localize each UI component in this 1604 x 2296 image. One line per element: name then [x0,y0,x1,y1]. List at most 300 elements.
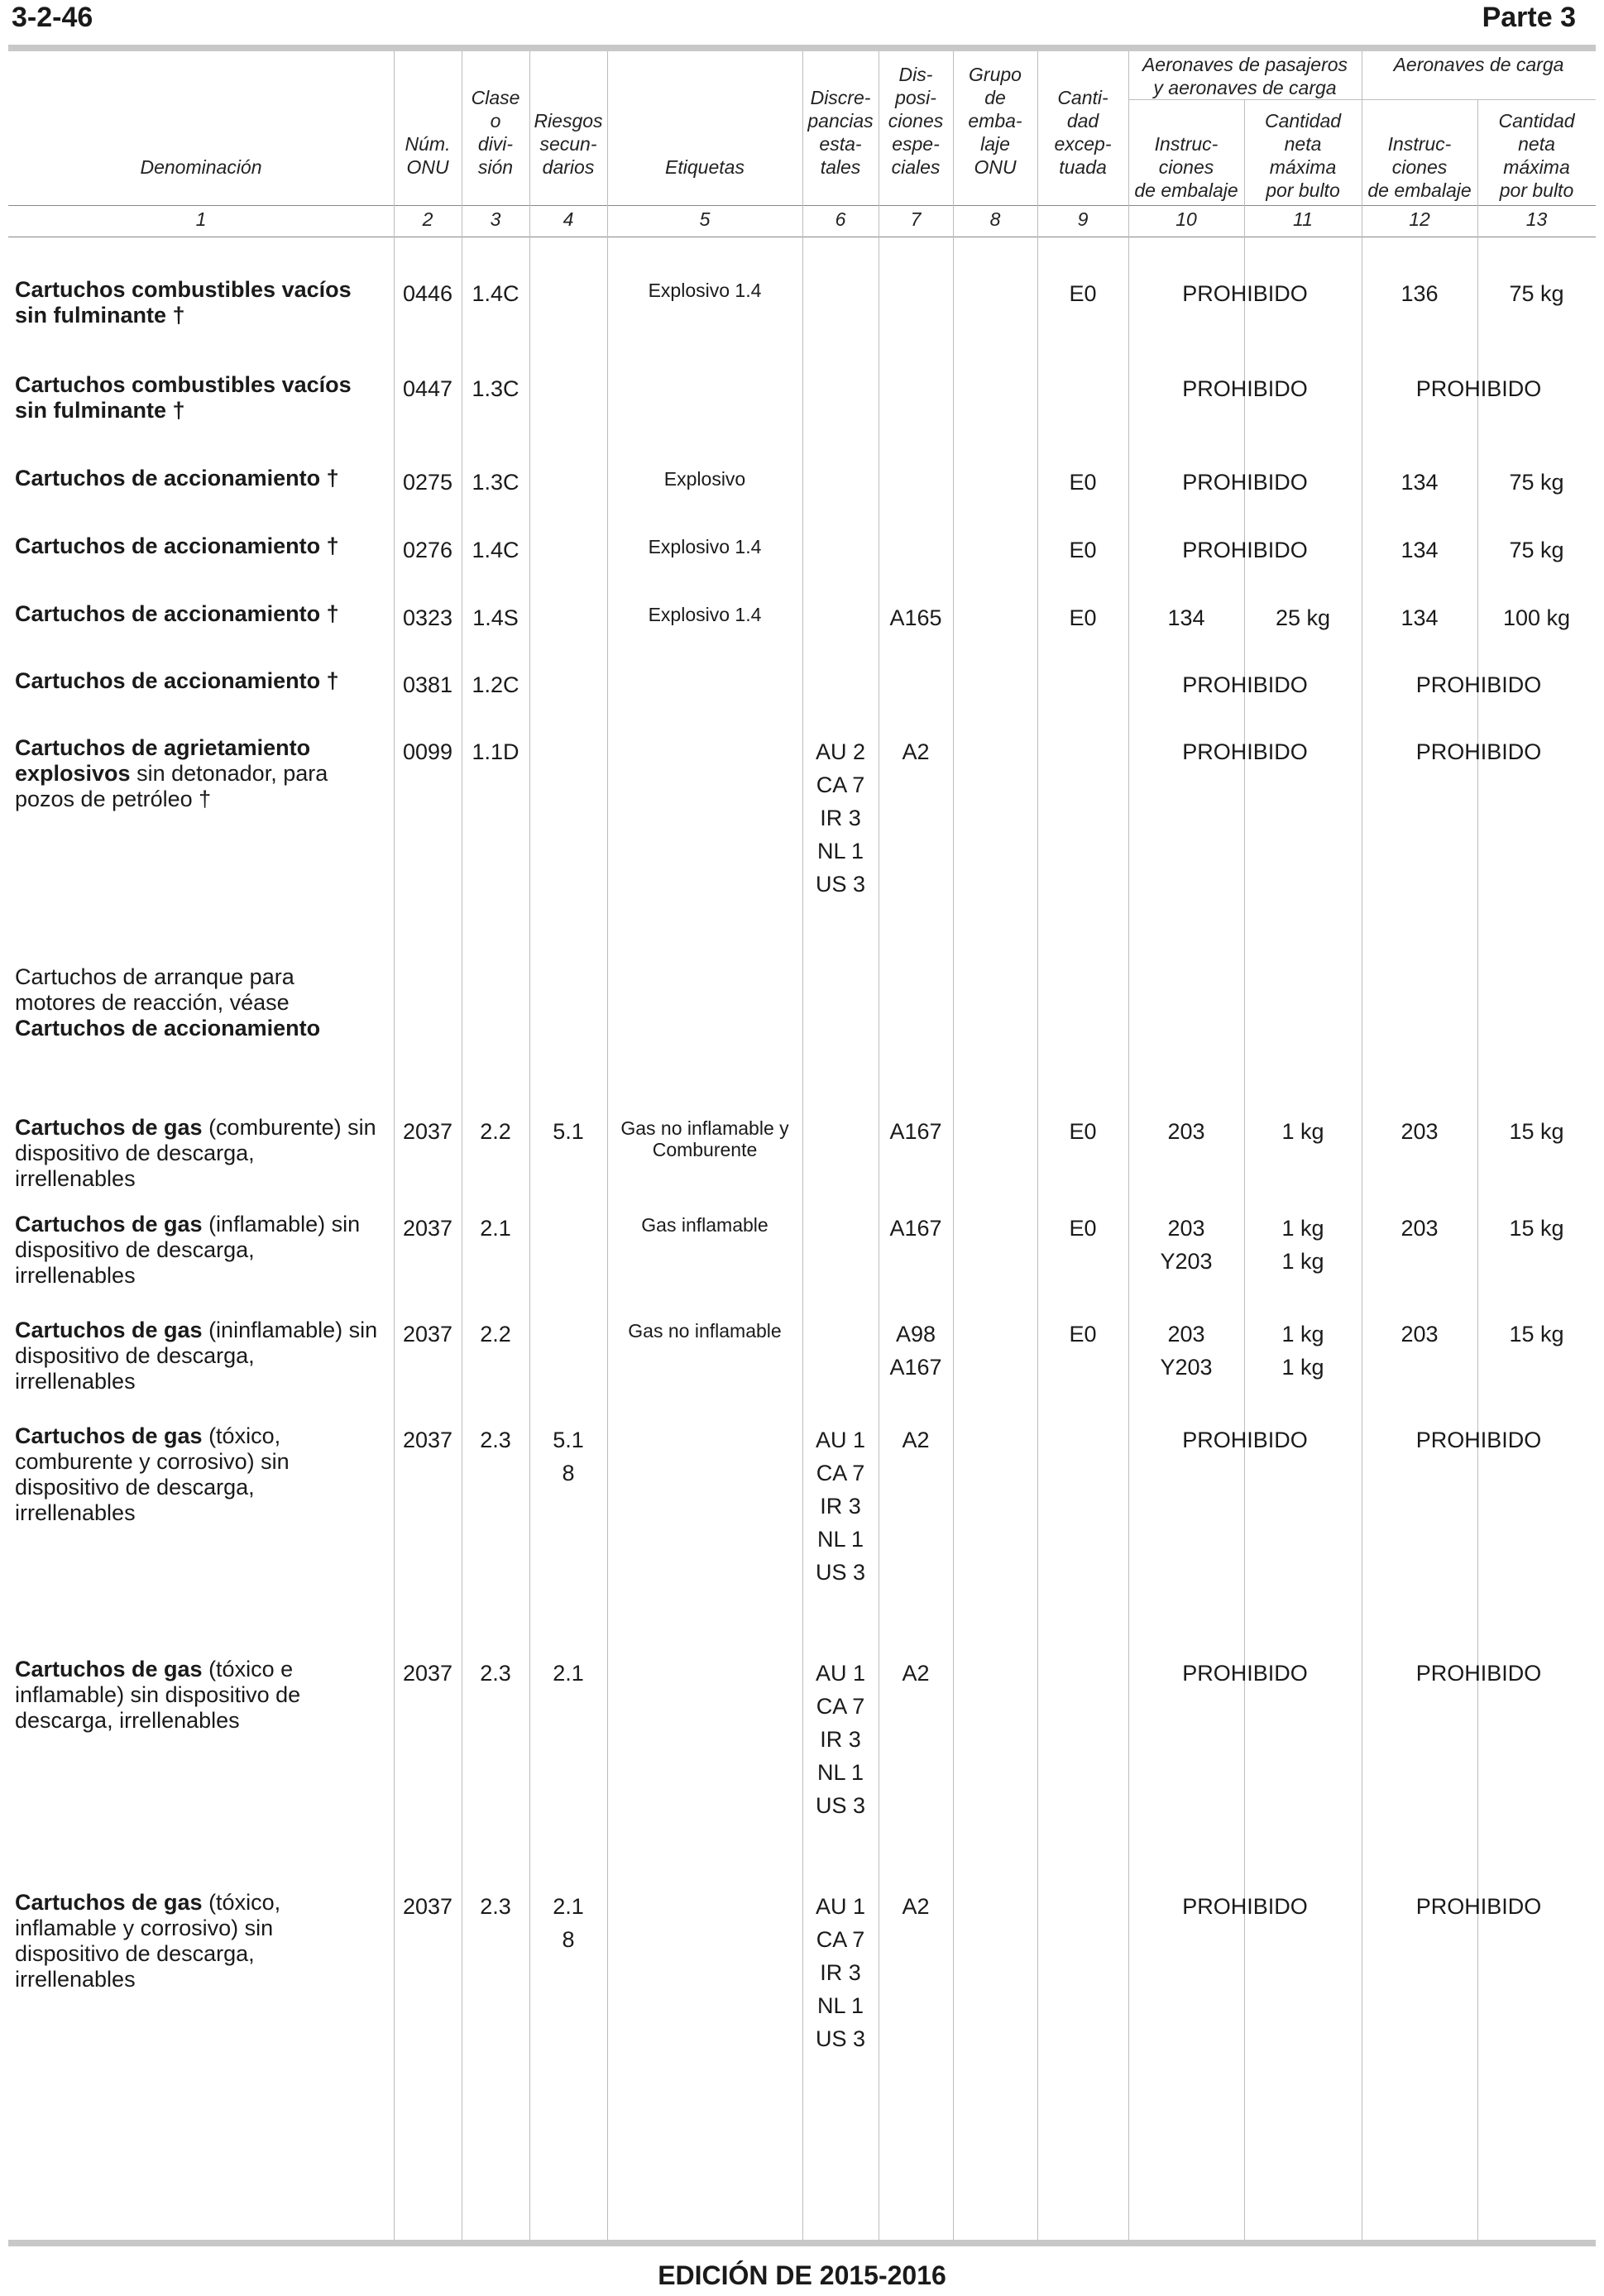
description-line [15,1212,391,1237]
description-bold: Cartuchos de accionamiento † [15,533,339,558]
cell-cant-exc: E0 [1069,538,1097,562]
description-bold: Cartuchos de gas [15,1212,203,1236]
header-discrepancias-line: Discre- [810,87,871,108]
cell-carga-instr [1362,735,1596,768]
header-riesgos [529,109,607,179]
cell-clase: 2.3 [480,1428,511,1452]
description-bold: Cartuchos de accionamiento † [15,601,339,626]
description-line [15,601,391,627]
cell-carga-instr [1362,1890,1596,1923]
cell-value: Explosivo [663,468,746,490]
cell-cant-exc: E0 [1069,1119,1097,1144]
cell-clase: 1.4C [472,538,520,562]
header-num-onu-line: Núm. [405,133,451,155]
cell-value: PROHIBIDO [1182,281,1308,306]
description-normal: (inflamable) sin [202,1212,361,1236]
cell-onu: 0276 [402,538,453,562]
cell-value: 8 [562,1927,575,1952]
cell-value: AU 2 [815,739,866,764]
description-bold: explosivos [15,761,131,786]
cell-value: PROHIBIDO [1415,1661,1542,1686]
part-label: Parte 3 [1482,2,1576,33]
header-carga-instrucciones-line: Instruc- [1387,133,1452,155]
cell-value: 75 kg [1509,538,1564,562]
cell-carga-instr [1362,668,1596,701]
cell-cant-exc: E0 [1069,605,1097,630]
header-carga-group [1362,53,1596,76]
cell-value: PROHIBIDO [1415,1894,1542,1919]
cell-pas-instr [1128,277,1362,310]
description-bold: Cartuchos de gas [15,1115,203,1140]
header-carga-cantidad-line: máxima [1503,156,1570,178]
header-pas-instrucciones-line: ciones [1158,156,1214,178]
cell-etiquetas [607,277,802,301]
cell-pas-instr [1128,1318,1244,1384]
description-line [15,761,391,787]
cell-value: Explosivo 1.4 [648,280,762,301]
cell-clase: 2.1 [480,1216,511,1241]
description-bold: sin fulminante † [15,398,185,423]
cell-pas-instr [1128,533,1362,567]
header-pasajeros-group-line: y aeronaves de carga [1153,77,1337,98]
header-disposiciones-line: espe- [892,133,940,155]
description-line: dispositivo de descarga, [15,1941,255,1966]
column-number: 6 [835,208,846,230]
description-line [15,1318,391,1343]
header-riesgos-line: Riesgos [534,110,603,132]
cell-carga-instr [1362,533,1477,567]
cell-pas-cant [1244,1212,1362,1278]
header-disposiciones-line: posi- [895,87,936,108]
cell-value: 100 kg [1502,605,1571,630]
header-clase-line: sión [477,156,514,178]
cell-value: 203 [1401,1322,1439,1347]
header-riesgos-line: darios [542,156,595,178]
cell-pas-instr [1128,1423,1362,1457]
cell-value: 5.1 [553,1428,584,1452]
cell-cant-exc: E0 [1069,281,1097,306]
cell-value: 203 [1167,1216,1205,1241]
cell-onu: 0447 [402,376,453,401]
cell-value: A2 [902,1894,930,1919]
cell-pas-cant [1244,1115,1362,1148]
cell-value: 2.1 [553,1661,584,1686]
cell-etiquetas [607,1212,802,1236]
cell-clase: 1.2C [472,672,520,697]
cell-value: 8 [562,1461,575,1485]
description-line [15,277,391,303]
cell-value: 15 kg [1509,1119,1564,1144]
header-grupo [953,63,1037,179]
cell-pas-instr [1128,466,1362,499]
header-discrepancias-line: tales [820,156,861,178]
header-grupo-line: de [984,87,1006,108]
cell-discrepancias [802,1657,879,1822]
description-line: irrellenables [15,1967,136,1992]
header-clase-line: o [490,110,501,132]
cell-value: 75 kg [1509,470,1564,495]
column-number: 9 [1077,208,1089,230]
header-pasajeros-group [1128,53,1362,99]
cell-disposiciones [879,1318,953,1384]
cell-value: 1 kg [1281,1119,1324,1144]
header-clase [462,86,529,179]
header-carga-cantidad-line: neta [1518,133,1555,155]
cell-value: 25 kg [1275,605,1331,630]
cell-carga-cant [1477,601,1596,634]
cell-value: Gas no inflamable [628,1320,782,1342]
column-number: 8 [989,208,1001,230]
cell-value: NL 1 [816,1993,864,2018]
cell-value: NL 1 [816,839,864,863]
cell-carga-instr [1362,1212,1477,1245]
cell-etiquetas [607,466,802,490]
cell-value: Explosivo 1.4 [648,536,762,557]
description-normal: sin detonador, para [130,761,328,786]
cell-value: 203 [1167,1322,1205,1347]
cell-pas-instr [1128,1890,1362,1923]
cell-discrepancias [802,735,879,901]
cell-value: PROHIBIDO [1182,672,1308,697]
column-number: 10 [1175,208,1197,230]
description-line: irrellenables [15,1500,136,1525]
description-normal: (comburente) sin [202,1115,376,1140]
row-description [15,1115,391,1192]
cell-clase: 2.2 [480,1322,511,1347]
description-bold: Cartuchos de accionamiento [15,1016,321,1040]
cell-carga-instr [1362,1318,1477,1351]
cell-clase: 1.3C [472,376,520,401]
header-riesgos-line: secun- [539,133,597,155]
description-bold: Cartuchos de agrietamiento [15,735,311,760]
cell-value: A167 [889,1355,942,1380]
header-etiquetas-line: Etiquetas [665,156,745,178]
cell-value: PROHIBIDO [1415,739,1542,764]
cell-value: Gas no inflamable y [620,1117,789,1139]
row-description [15,668,391,694]
cell-clase: 1.4S [472,605,519,630]
header-pas-cantidad-line: neta [1284,133,1322,155]
cell-etiquetas [607,533,802,557]
cell-value: A167 [889,1216,942,1241]
row-description [15,1318,391,1394]
header-clase-line: Clase [471,87,520,108]
cell-disposiciones [879,1115,953,1148]
row-description [15,964,391,1041]
header-disposiciones-line: Dis- [898,64,933,85]
cell-carga-cant [1477,1212,1596,1245]
row-description [15,277,391,328]
cell-value: US 3 [815,872,866,897]
cell-value: US 3 [815,1560,866,1585]
cell-value: PROHIBIDO [1182,376,1308,401]
header-discrepancias-line: pancias [807,110,874,132]
cell-value: A2 [902,1428,930,1452]
header-num-onu-line: ONU [406,156,449,178]
header-discrepancias-line: esta- [819,133,862,155]
header-etiquetas [607,155,802,179]
cell-value: PROHIBIDO [1182,538,1308,562]
cell-carga-instr [1362,1115,1477,1148]
description-line: dispositivo de descarga, [15,1475,255,1500]
cell-discrepancias [802,1423,879,1589]
description-line: dispositivo de descarga, [15,1237,255,1262]
cell-value: 203 [1401,1119,1439,1144]
description-line: irrellenables [15,1263,136,1288]
cell-riesgos [529,1115,607,1148]
cell-onu: 0446 [402,281,453,306]
description-line [15,1657,391,1682]
cell-carga-cant [1477,466,1596,499]
cell-cant-exc: E0 [1069,1322,1097,1347]
cell-cant-exc: E0 [1069,1216,1097,1241]
column-number: 3 [490,208,501,230]
header-disposiciones [879,63,953,179]
cell-clase: 2.3 [480,1894,511,1919]
header-grupo-line: ONU [974,156,1017,178]
cell-carga-instr [1362,1657,1596,1690]
description-line: inflamable y corrosivo) sin [15,1916,274,1940]
cell-value: 5.1 [553,1119,584,1144]
description-line: comburente y corrosivo) sin [15,1449,290,1474]
cell-etiquetas [607,1318,802,1342]
description-line: Cartuchos de arranque para [15,964,294,989]
cell-value: Comburente [652,1139,758,1160]
header-discrepancias [802,86,879,179]
column-number: 11 [1293,208,1313,230]
header-carga-instrucciones [1362,132,1477,202]
cell-value: PROHIBIDO [1182,1894,1308,1919]
description-bold: Cartuchos de accionamiento † [15,466,339,490]
header-disposiciones-line: ciales [891,156,941,178]
column-number: 4 [563,208,574,230]
cell-disposiciones [879,601,953,634]
description-line [15,398,391,423]
header-cantidad-line: tuada [1059,156,1107,178]
cell-value: 134 [1167,605,1205,630]
cell-value: 15 kg [1509,1216,1564,1241]
cell-value: AU 1 [815,1428,866,1452]
cell-carga-instr [1362,277,1477,310]
cell-carga-instr [1362,466,1477,499]
cell-value: Gas inflamable [641,1214,768,1236]
cell-value: A2 [902,1661,930,1686]
cell-value: A167 [889,1119,942,1144]
cell-onu: 0099 [402,739,453,764]
description-line [15,533,391,559]
cell-value: Explosivo 1.4 [648,604,762,625]
cell-pas-instr [1128,1657,1362,1690]
header-pas-cantidad-line: por bulto [1266,179,1340,201]
cell-carga-cant [1477,533,1596,567]
cell-clase: 2.3 [480,1661,511,1686]
cell-value: AU 1 [815,1894,866,1919]
cell-value: NL 1 [816,1527,864,1552]
cell-value: PROHIBIDO [1415,672,1542,697]
row-description [15,601,391,627]
cell-value: CA 7 [816,1694,865,1719]
cell-pas-instr [1128,668,1362,701]
cell-disposiciones [879,735,953,768]
description-line: dispositivo de descarga, [15,1141,255,1165]
cell-onu: 2037 [402,1322,453,1347]
cell-carga-instr [1362,601,1477,634]
cell-onu: 2037 [402,1428,453,1452]
top-rule [8,45,1596,51]
cell-value: Y203 [1160,1355,1213,1380]
row-description [15,466,391,491]
column-number: 5 [699,208,711,230]
cell-value: 134 [1401,470,1439,495]
cell-pas-instr [1128,601,1244,634]
column-divider [953,51,954,2240]
header-grupo-line: laje [980,133,1010,155]
cell-value: A165 [889,605,942,630]
cell-value: A98 [895,1322,936,1347]
cell-clase: 1.3C [472,470,520,495]
bottom-rule [8,2240,1596,2246]
cell-onu: 2037 [402,1119,453,1144]
cell-carga-instr [1362,372,1596,405]
header-pas-cantidad-line: Cantidad [1264,110,1342,132]
cell-value: 1 kg [1281,1216,1324,1241]
cell-value: PROHIBIDO [1182,1428,1308,1452]
cell-disposiciones [879,1890,953,1923]
edition-footer: EDICIÓN DE 2015-2016 [658,2260,946,2290]
cell-riesgos [529,1657,607,1690]
cell-value: NL 1 [816,1760,864,1785]
header-pas-cantidad [1244,109,1362,202]
cell-clase: 1.4C [472,281,520,306]
cell-value: 134 [1401,538,1439,562]
cell-carga-instr [1362,1423,1596,1457]
cell-carga-cant [1477,1318,1596,1351]
row-description [15,372,391,423]
cell-pas-cant [1244,1318,1362,1384]
header-disposiciones-line: ciones [888,110,944,132]
header-cantidad-line: excep- [1054,133,1112,155]
cell-value: IR 3 [820,1960,861,1985]
description-line [15,1016,391,1041]
column-number: 7 [910,208,922,230]
cell-value: CA 7 [816,1461,865,1485]
cell-carga-cant [1477,277,1596,310]
row-description [15,1657,391,1734]
cell-clase: 1.1D [472,739,520,764]
description-normal: (tóxico, [202,1423,281,1448]
header-num-onu [394,132,462,179]
description-line: dispositivo de descarga, [15,1343,255,1368]
header-pas-instrucciones [1128,132,1244,202]
description-line: inflamable) sin dispositivo de [15,1682,301,1707]
cell-value: 136 [1401,281,1439,306]
description-line: motores de reacción, véase [15,990,290,1015]
cell-disposiciones [879,1212,953,1245]
cell-value: Y203 [1160,1249,1213,1274]
cell-value: CA 7 [816,773,865,797]
header-grupo-line: emba- [968,110,1022,132]
cell-onu: 0381 [402,672,453,697]
header-carga-group-line: Aeronaves de carga [1393,54,1564,75]
description-bold: sin fulminante † [15,303,185,328]
cell-value: AU 1 [815,1661,866,1686]
cell-value: PROHIBIDO [1182,1661,1308,1686]
header-cantidad-line: Canti- [1057,87,1108,108]
header-carga-cantidad-line: por bulto [1499,179,1574,201]
description-bold: Cartuchos de gas [15,1657,203,1681]
description-line [15,1115,391,1141]
column-number: 1 [195,208,207,230]
description-line: irrellenables [15,1166,136,1191]
cell-value: 75 kg [1509,281,1564,306]
cell-value: US 3 [815,2026,866,2051]
cell-value: 134 [1401,605,1439,630]
cell-disposiciones [879,1657,953,1690]
description-bold: Cartuchos de accionamiento † [15,668,339,693]
description-line [15,735,391,761]
header-pasajeros-group-line: Aeronaves de pasajeros [1142,54,1348,75]
cell-value: PROHIBIDO [1415,1428,1542,1452]
cell-onu: 2037 [402,1216,453,1241]
header-pas-instrucciones-line: Instruc- [1154,133,1219,155]
description-line [15,466,391,491]
cell-etiquetas [607,1115,802,1160]
header-cantidad-line: dad [1066,110,1099,132]
row-description [15,1423,391,1526]
cell-value: 1 kg [1281,1322,1324,1347]
cell-cant-exc: E0 [1069,470,1097,495]
header-carga-instrucciones-line: ciones [1391,156,1448,178]
cell-value: 203 [1167,1119,1205,1144]
cell-carga-cant [1477,1115,1596,1148]
description-normal: (tóxico e [202,1657,294,1681]
page-number: 3-2-46 [12,2,93,33]
cell-onu: 2037 [402,1894,453,1919]
cell-value: 203 [1401,1216,1439,1241]
header-clase-line: divi- [477,133,514,155]
column-number: 2 [422,208,433,230]
header-carga-cantidad-line: Cantidad [1498,110,1575,132]
cell-onu: 0323 [402,605,453,630]
description-bold: Cartuchos de gas [15,1423,203,1448]
cell-pas-instr [1128,1115,1244,1148]
cell-value: IR 3 [820,806,861,830]
cell-riesgos [529,1890,607,1956]
description-normal: (ininflamable) sin [202,1318,378,1342]
cell-value: 2.1 [553,1894,584,1919]
description-line: pozos de petróleo † [15,787,212,811]
header-cantidad [1037,86,1128,179]
header-pas-cantidad-line: máxima [1269,156,1337,178]
row-description [15,1890,391,1992]
description-bold: Cartuchos de gas [15,1318,203,1342]
cell-value: CA 7 [816,1927,865,1952]
column-number: 12 [1409,208,1430,230]
cell-etiquetas [607,601,802,625]
cell-riesgos [529,1423,607,1490]
cell-pas-instr [1128,735,1362,768]
description-bold: Cartuchos combustibles vacíos [15,277,352,302]
description-line [15,372,391,398]
description-line [15,1890,391,1916]
cell-value: A2 [902,739,930,764]
cell-value: US 3 [815,1793,866,1818]
header-carga-instrucciones-line: de embalaje [1367,179,1472,201]
header-pas-instrucciones-line: de embalaje [1134,179,1238,201]
cell-value: 1 kg [1281,1249,1324,1274]
cell-pas-cant [1244,601,1362,634]
row-description [15,735,391,812]
